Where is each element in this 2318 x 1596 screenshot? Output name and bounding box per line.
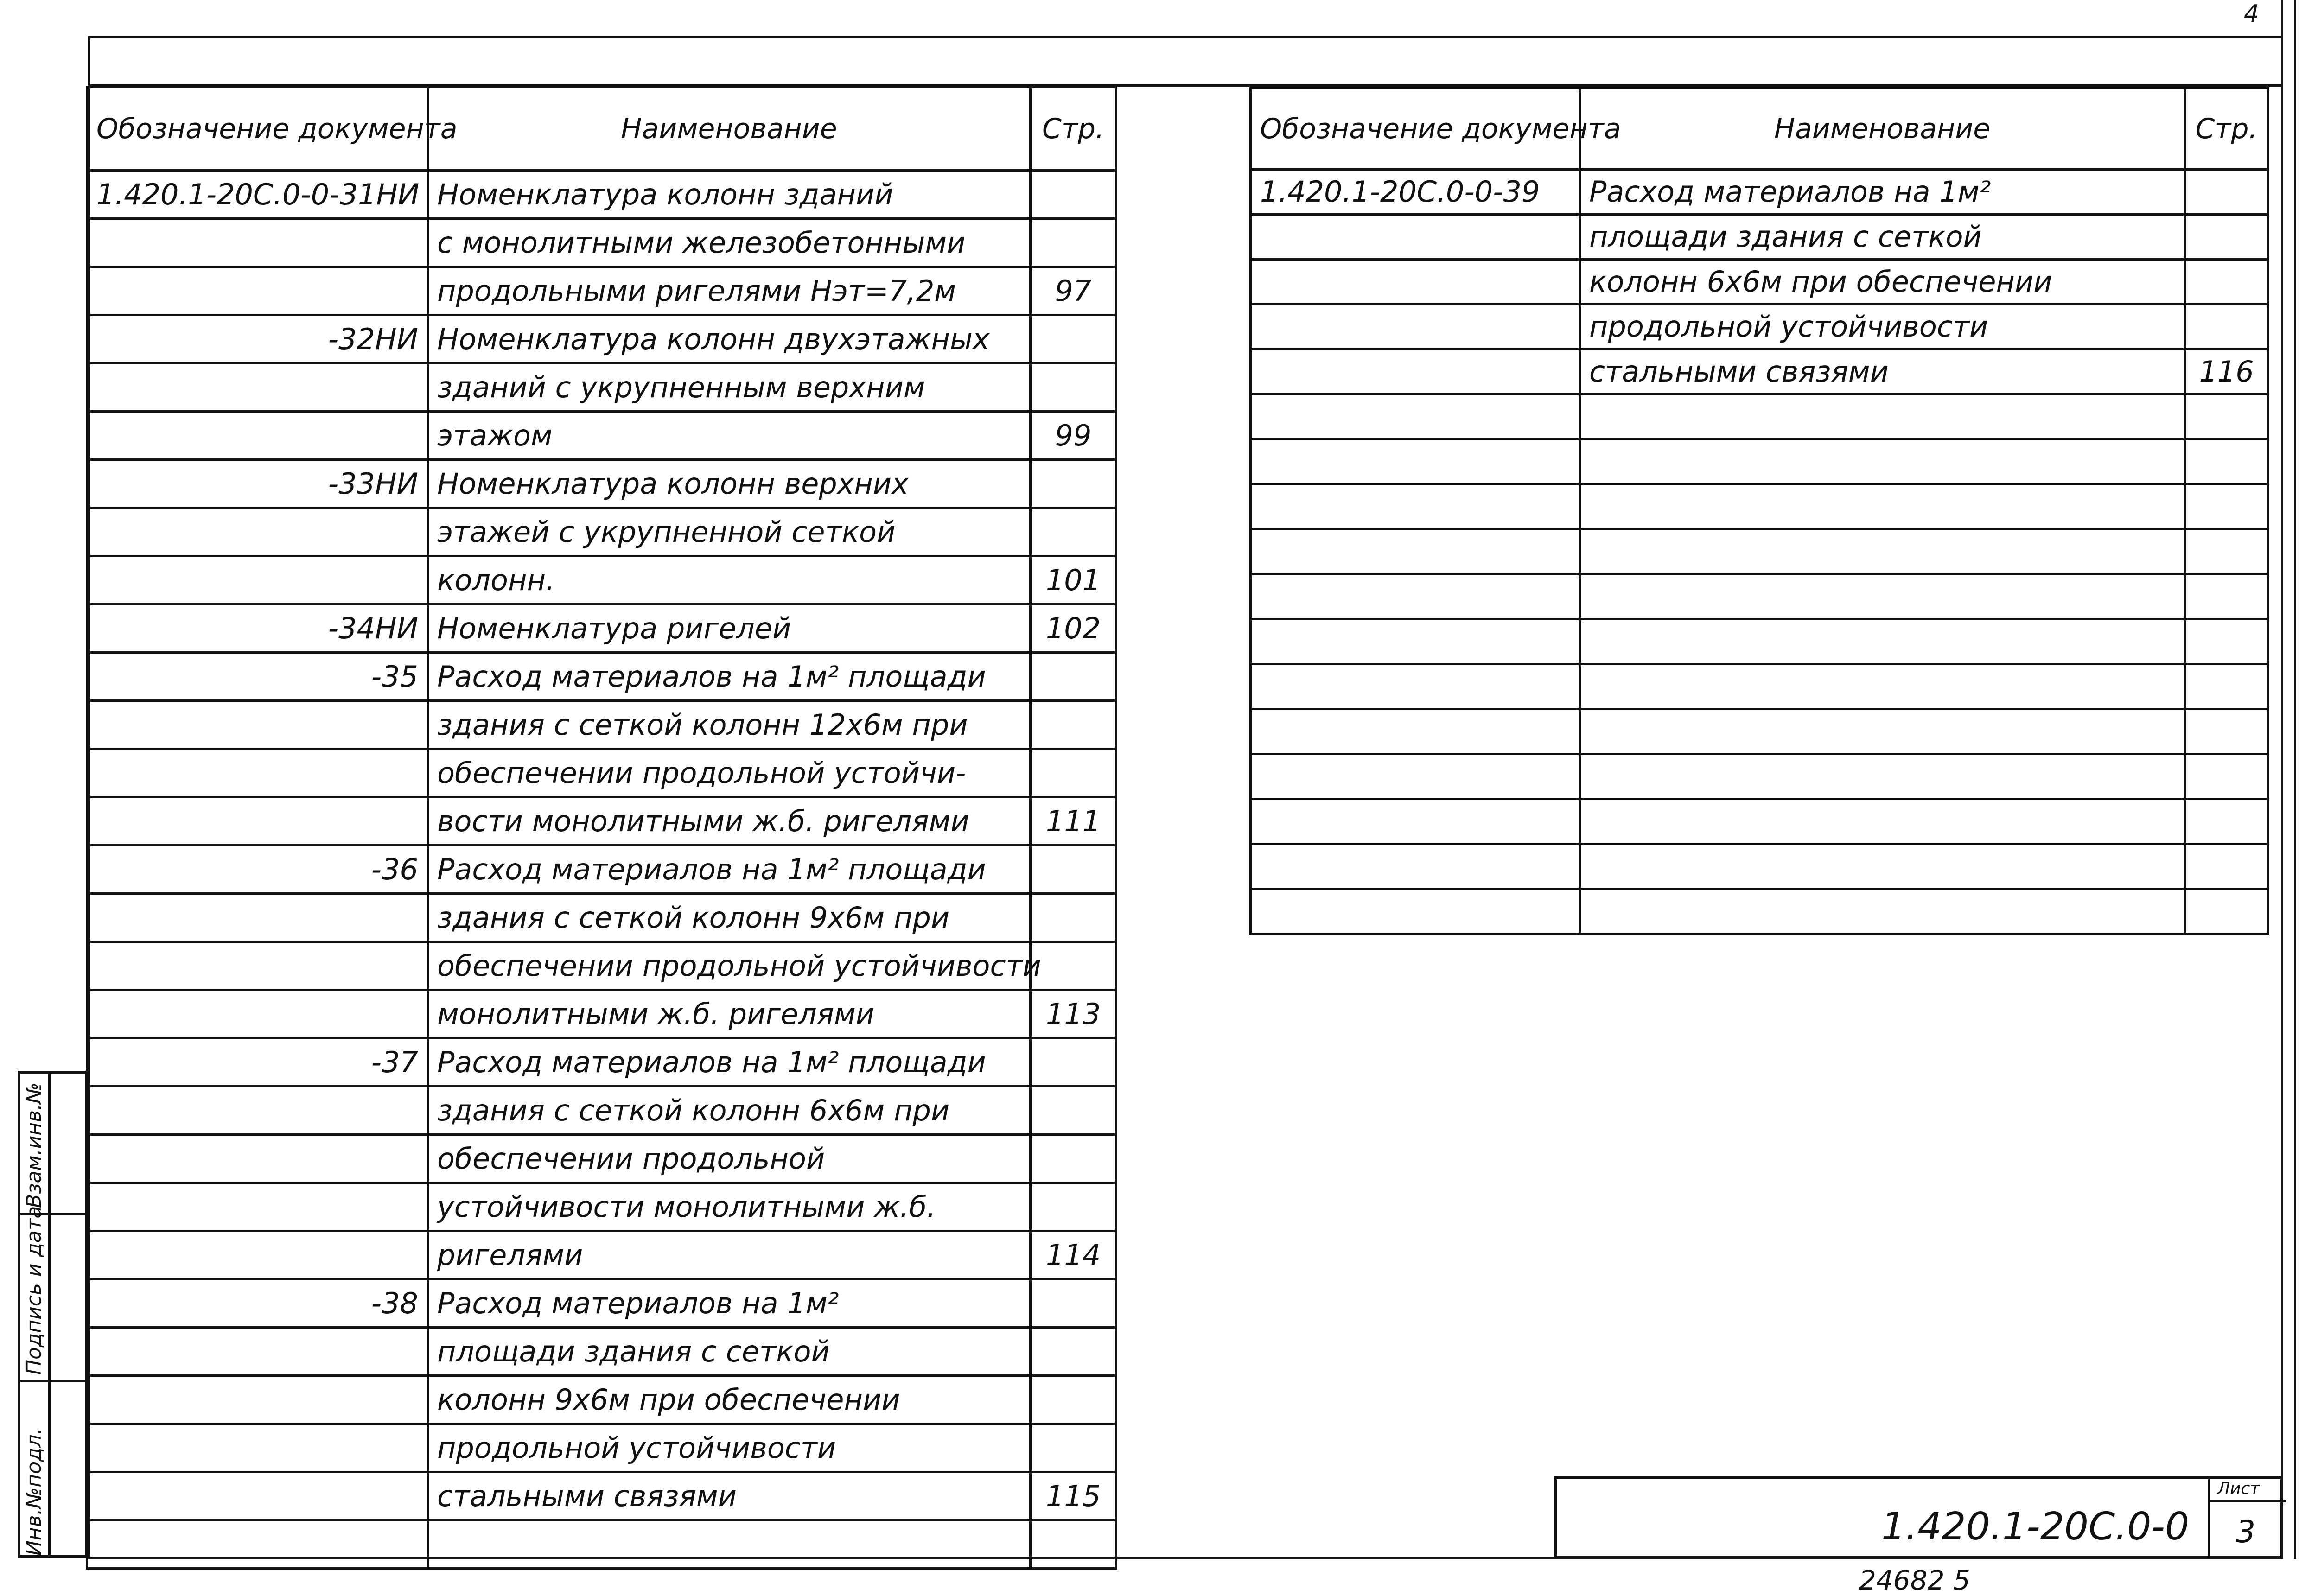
page-number-cell bbox=[2185, 394, 2268, 439]
page-number-cell bbox=[1031, 508, 1116, 556]
page-number-cell bbox=[1031, 1328, 1116, 1376]
table-row bbox=[87, 1279, 1116, 1328]
doc-name-cell: Расход материалов на 1м² bbox=[428, 1279, 1031, 1328]
doc-name-cell: Расход материалов на 1м² площади bbox=[428, 1038, 1031, 1087]
doc-name-cell bbox=[1580, 709, 2185, 754]
doc-code-cell bbox=[87, 749, 428, 797]
doc-code-cell: -34НИ bbox=[87, 604, 428, 653]
page-number-cell bbox=[2185, 439, 2268, 484]
table-row bbox=[87, 1328, 1116, 1376]
table-row bbox=[1251, 619, 2268, 664]
doc-name-cell bbox=[1580, 799, 2185, 844]
doc-name-cell: этажей с укрупненной сеткой bbox=[428, 508, 1031, 556]
page-number-cell bbox=[1031, 1183, 1116, 1231]
doc-code-cell bbox=[87, 1183, 428, 1231]
doc-name-cell: с монолитными железобетонными bbox=[428, 219, 1031, 267]
table-row bbox=[1251, 529, 2268, 574]
table-row bbox=[1251, 889, 2268, 934]
doc-name-cell: колонн. bbox=[428, 556, 1031, 604]
header-designation: Обозначение документа bbox=[87, 87, 428, 171]
sheet-label: Лист bbox=[2217, 1479, 2260, 1498]
doc-code-cell bbox=[87, 219, 428, 267]
doc-name-cell: здания с сеткой колонн 6х6м при bbox=[428, 1087, 1031, 1135]
page-number-cell bbox=[1031, 171, 1116, 219]
page-number-cell: 116 bbox=[2185, 350, 2268, 394]
page-number-cell bbox=[1031, 1424, 1116, 1472]
table-row bbox=[1251, 484, 2268, 529]
doc-code-cell bbox=[1251, 709, 1580, 754]
frame-right-outer-line bbox=[2294, 0, 2296, 1559]
page-number-cell bbox=[1031, 219, 1116, 267]
doc-code-cell bbox=[1251, 889, 1580, 934]
doc-code-cell: -35 bbox=[87, 653, 428, 701]
header-designation: Обозначение документа bbox=[1251, 89, 1580, 170]
doc-code-cell bbox=[87, 1472, 428, 1520]
page-number-cell: 102 bbox=[1031, 604, 1116, 653]
table-row bbox=[87, 1424, 1116, 1472]
page-number-cell bbox=[1031, 749, 1116, 797]
doc-code-cell bbox=[87, 1328, 428, 1376]
table-row bbox=[1251, 260, 2268, 305]
table-row bbox=[87, 363, 1116, 412]
doc-code-cell bbox=[1251, 619, 1580, 664]
doc-name-cell: площади здания с сеткой bbox=[1580, 215, 2185, 260]
sheet-number: 3 bbox=[2236, 1514, 2255, 1550]
table-row bbox=[87, 412, 1116, 460]
page-number-cell: 114 bbox=[1031, 1231, 1116, 1279]
doc-code-cell bbox=[1251, 664, 1580, 709]
table-row bbox=[1251, 439, 2268, 484]
doc-name-cell: зданий с укрупненным верхним bbox=[428, 363, 1031, 412]
doc-code-cell: 1.420.1-20С.0-0-39 bbox=[1251, 170, 1580, 215]
header-name: Наименование bbox=[1580, 89, 2185, 170]
page-number-cell bbox=[1031, 1376, 1116, 1424]
doc-name-cell: площади здания с сеткой bbox=[428, 1328, 1031, 1376]
doc-name-cell: ригелями bbox=[428, 1231, 1031, 1279]
doc-code-cell bbox=[1251, 484, 1580, 529]
doc-name-cell bbox=[1580, 529, 2185, 574]
header-name: Наименование bbox=[428, 87, 1031, 171]
doc-name-cell: продольной устойчивости bbox=[428, 1424, 1031, 1472]
doc-code-cell bbox=[1251, 350, 1580, 394]
table-row bbox=[87, 219, 1116, 267]
header-page: Стр. bbox=[1031, 87, 1116, 171]
doc-name-cell: здания с сеткой колонн 12х6м при bbox=[428, 701, 1031, 749]
doc-code-cell: 1.420.1-20С.0-0-31НИ bbox=[87, 171, 428, 219]
doc-code-cell bbox=[87, 701, 428, 749]
page-number-cell bbox=[1031, 1135, 1116, 1183]
doc-code-cell bbox=[87, 1520, 428, 1569]
title-block-code: 1.420.1-20С.0-0 bbox=[1881, 1505, 2190, 1549]
table-row bbox=[1251, 215, 2268, 260]
page-number-cell bbox=[2185, 305, 2268, 350]
table-row bbox=[87, 315, 1116, 363]
doc-name-cell: монолитными ж.б. ригелями bbox=[428, 990, 1031, 1038]
doc-name-cell bbox=[1580, 664, 2185, 709]
table-row bbox=[87, 460, 1116, 508]
doc-code-cell bbox=[1251, 799, 1580, 844]
left-contents-table bbox=[86, 86, 1117, 1570]
page-number-cell bbox=[1031, 460, 1116, 508]
doc-code-cell bbox=[87, 942, 428, 990]
table-row bbox=[87, 653, 1116, 701]
doc-name-cell: стальными связями bbox=[428, 1472, 1031, 1520]
page-number-cell: 101 bbox=[1031, 556, 1116, 604]
doc-code-cell bbox=[87, 990, 428, 1038]
doc-name-cell bbox=[1580, 889, 2185, 934]
doc-name-cell bbox=[1580, 844, 2185, 889]
page-number-cell bbox=[2185, 844, 2268, 889]
doc-name-cell: обеспечении продольной bbox=[428, 1135, 1031, 1183]
table-row bbox=[87, 1038, 1116, 1087]
table-row bbox=[87, 1520, 1116, 1569]
page-number-cell bbox=[2185, 170, 2268, 215]
table-row bbox=[87, 171, 1116, 219]
table-row bbox=[87, 1231, 1116, 1279]
doc-name-cell: продольными ригелями Нэт=7,2м bbox=[428, 267, 1031, 315]
page-number-cell bbox=[1031, 1279, 1116, 1328]
footer-archive-number: 24682 5 bbox=[1859, 1564, 1970, 1596]
page-number-cell bbox=[1031, 1520, 1116, 1569]
doc-code-cell bbox=[87, 1135, 428, 1183]
doc-code-cell bbox=[87, 412, 428, 460]
page-number-cell bbox=[1031, 363, 1116, 412]
doc-code-cell bbox=[1251, 844, 1580, 889]
table-row bbox=[1251, 350, 2268, 394]
page-number-cell bbox=[2185, 889, 2268, 934]
doc-name-cell: здания с сеткой колонн 9х6м при bbox=[428, 894, 1031, 942]
doc-code-cell bbox=[87, 1424, 428, 1472]
table-row bbox=[1251, 799, 2268, 844]
doc-name-cell bbox=[1580, 754, 2185, 799]
table-row bbox=[87, 556, 1116, 604]
doc-code-cell bbox=[1251, 529, 1580, 574]
table-row bbox=[87, 604, 1116, 653]
table-row bbox=[87, 942, 1116, 990]
doc-name-cell: этажом bbox=[428, 412, 1031, 460]
frame-right-line bbox=[2281, 0, 2283, 1559]
doc-name-cell: Расход материалов на 1м² площади bbox=[428, 846, 1031, 894]
page-number-cell bbox=[1031, 942, 1116, 990]
table-row bbox=[1251, 394, 2268, 439]
doc-code-cell: -38 bbox=[87, 1279, 428, 1328]
doc-name-cell bbox=[1580, 484, 2185, 529]
doc-code-cell bbox=[87, 508, 428, 556]
doc-name-cell: вости монолитными ж.б. ригелями bbox=[428, 797, 1031, 846]
doc-name-cell: Номенклатура ригелей bbox=[428, 604, 1031, 653]
doc-code-cell bbox=[1251, 754, 1580, 799]
page-number-cell: 97 bbox=[1031, 267, 1116, 315]
doc-code-cell bbox=[1251, 439, 1580, 484]
doc-name-cell: обеспечении продольной устойчивости bbox=[428, 942, 1031, 990]
doc-code-cell bbox=[87, 1231, 428, 1279]
doc-name-cell bbox=[1580, 394, 2185, 439]
side-label-signature: Подпись и дата bbox=[22, 1206, 46, 1375]
title-block bbox=[1554, 1476, 2283, 1559]
page-number-cell bbox=[1031, 894, 1116, 942]
right-contents-table bbox=[1249, 87, 2269, 935]
page-number-cell bbox=[2185, 484, 2268, 529]
page-number-cell: 99 bbox=[1031, 412, 1116, 460]
table-row bbox=[1251, 754, 2268, 799]
table-row bbox=[1251, 170, 2268, 215]
doc-code-cell bbox=[87, 1087, 428, 1135]
doc-code-cell bbox=[87, 556, 428, 604]
doc-name-cell: стальными связями bbox=[1580, 350, 2185, 394]
table-row bbox=[87, 1472, 1116, 1520]
table-row bbox=[1251, 574, 2268, 619]
doc-name-cell bbox=[1580, 574, 2185, 619]
doc-name-cell bbox=[1580, 619, 2185, 664]
header-page: Стр. bbox=[2185, 89, 2268, 170]
doc-name-cell: колонн 9х6м при обеспечении bbox=[428, 1376, 1031, 1424]
table-row bbox=[87, 1087, 1116, 1135]
table-row bbox=[87, 894, 1116, 942]
table-row bbox=[87, 846, 1116, 894]
doc-code-cell: -33НИ bbox=[87, 460, 428, 508]
doc-code-cell bbox=[1251, 215, 1580, 260]
page-number-cell bbox=[2185, 574, 2268, 619]
page-number-cell bbox=[2185, 709, 2268, 754]
doc-code-cell bbox=[1251, 260, 1580, 305]
page-number-cell bbox=[2185, 619, 2268, 664]
doc-code-cell bbox=[87, 797, 428, 846]
doc-code-cell: -36 bbox=[87, 846, 428, 894]
left-table-body bbox=[87, 171, 1116, 1569]
doc-name-cell bbox=[428, 1520, 1031, 1569]
doc-name-cell: Номенклатура колонн зданий bbox=[428, 171, 1031, 219]
page-number-cell bbox=[2185, 215, 2268, 260]
page-number-cell bbox=[2185, 529, 2268, 574]
doc-name-cell: устойчивости монолитными ж.б. bbox=[428, 1183, 1031, 1231]
table-row bbox=[87, 1376, 1116, 1424]
doc-name-cell bbox=[1580, 439, 2185, 484]
page-number-cell bbox=[2185, 799, 2268, 844]
table-row bbox=[87, 1135, 1116, 1183]
doc-code-cell bbox=[1251, 394, 1580, 439]
page-number-cell bbox=[1031, 1087, 1116, 1135]
page-number-cell bbox=[1031, 1038, 1116, 1087]
table-row bbox=[87, 267, 1116, 315]
doc-code-cell: -32НИ bbox=[87, 315, 428, 363]
side-label-replacement: Взам.инв.№ bbox=[22, 1082, 46, 1208]
corner-mark: 4 bbox=[2244, 0, 2260, 28]
doc-name-cell: Расход материалов на 1м² bbox=[1580, 170, 2185, 215]
doc-name-cell: Номенклатура колонн верхних bbox=[428, 460, 1031, 508]
table-row bbox=[87, 508, 1116, 556]
page-number-cell bbox=[2185, 754, 2268, 799]
page-number-cell bbox=[2185, 664, 2268, 709]
page-number-cell bbox=[1031, 653, 1116, 701]
doc-code-cell bbox=[87, 363, 428, 412]
page-number-cell: 111 bbox=[1031, 797, 1116, 846]
doc-code-cell: -37 bbox=[87, 1038, 428, 1087]
table-row bbox=[87, 1183, 1116, 1231]
doc-code-cell bbox=[87, 1376, 428, 1424]
table-row bbox=[1251, 305, 2268, 350]
doc-code-cell bbox=[87, 894, 428, 942]
doc-name-cell: колонн 6х6м при обеспечении bbox=[1580, 260, 2185, 305]
doc-name-cell: продольной устойчивости bbox=[1580, 305, 2185, 350]
table-row bbox=[87, 797, 1116, 846]
doc-name-cell: Номенклатура колонн двухэтажных bbox=[428, 315, 1031, 363]
table-row bbox=[1251, 844, 2268, 889]
doc-name-cell: обеспечении продольной устойчи- bbox=[428, 749, 1031, 797]
page-number-cell bbox=[1031, 701, 1116, 749]
table-row bbox=[87, 749, 1116, 797]
frame-top-line bbox=[88, 36, 2283, 38]
doc-code-cell bbox=[87, 267, 428, 315]
side-label-inventory: Инв.№подл. bbox=[22, 1428, 46, 1556]
doc-code-cell bbox=[1251, 305, 1580, 350]
table-row bbox=[87, 990, 1116, 1038]
page-number-cell: 115 bbox=[1031, 1472, 1116, 1520]
page-number-cell bbox=[2185, 260, 2268, 305]
side-approval-strip bbox=[18, 1071, 88, 1558]
page-number-cell bbox=[1031, 846, 1116, 894]
doc-name-cell: Расход материалов на 1м² площади bbox=[428, 653, 1031, 701]
page-number-cell: 113 bbox=[1031, 990, 1116, 1038]
right-table-body bbox=[1251, 170, 2268, 934]
page-number-cell bbox=[1031, 315, 1116, 363]
doc-code-cell bbox=[1251, 574, 1580, 619]
table-row bbox=[1251, 709, 2268, 754]
table-row bbox=[1251, 664, 2268, 709]
table-row bbox=[87, 701, 1116, 749]
